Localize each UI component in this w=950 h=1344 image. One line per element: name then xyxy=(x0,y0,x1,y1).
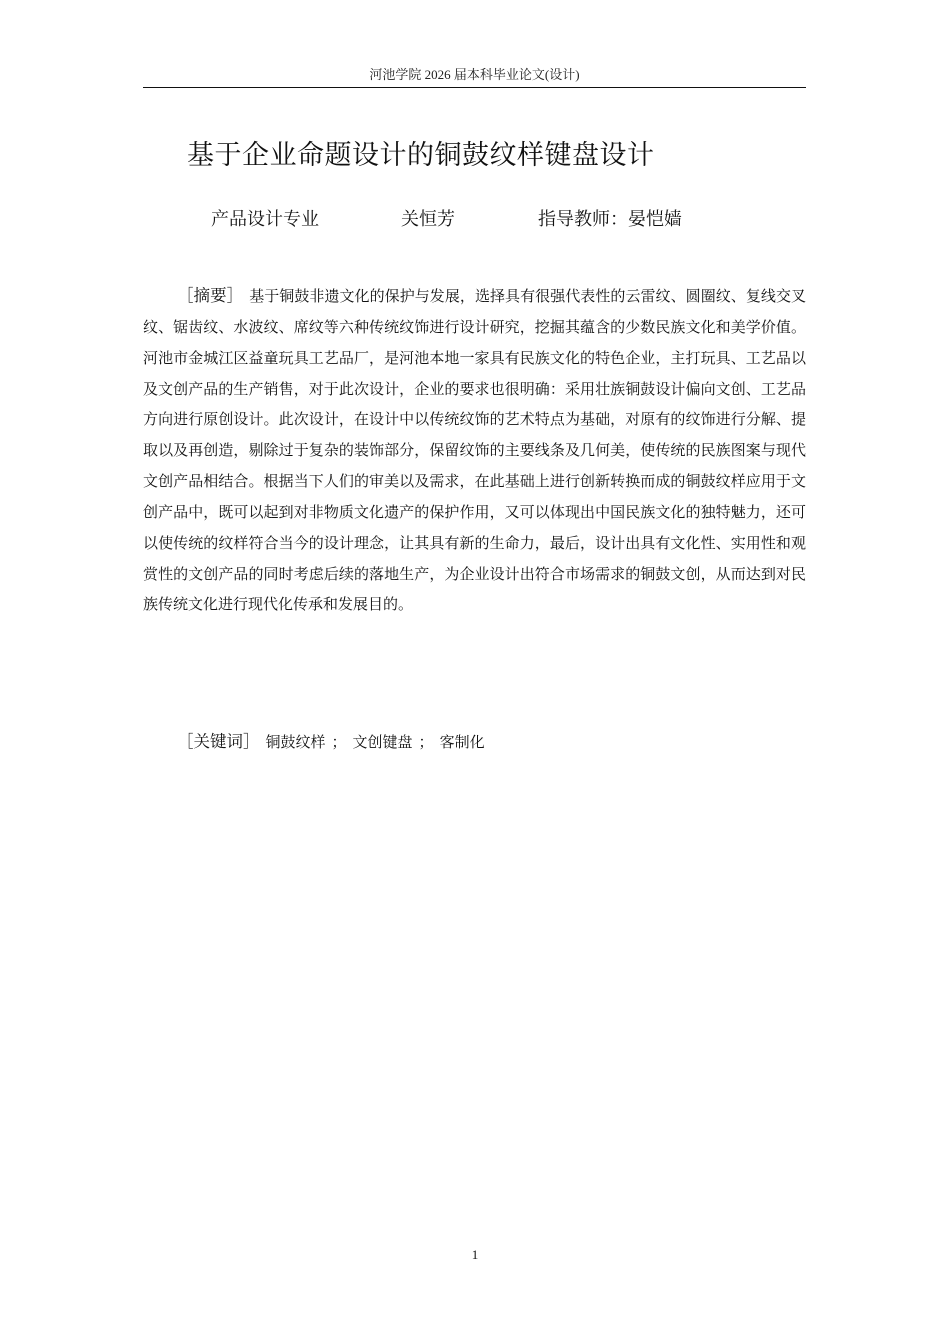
abstract-paragraph xyxy=(143,281,806,620)
author-name: 关恒芳 xyxy=(401,209,455,230)
keyword-item: 铜鼓纹样 xyxy=(265,733,326,751)
keywords-label: ［关键词］ xyxy=(177,732,260,751)
advisor-label: 指导教师：晏恺嫱 xyxy=(538,209,682,230)
keyword-separator: ； xyxy=(331,733,347,751)
keyword-item: 客制化 xyxy=(439,733,485,751)
major-label: 产品设计专业 xyxy=(211,209,319,230)
paper-title: 基于企业命题设计的铜鼓纹样键盘设计 xyxy=(187,140,655,171)
keyword-separator: ； xyxy=(418,733,434,751)
page-number: 1 xyxy=(471,1247,479,1262)
running-header: 河池学院 2026 届本科毕业论文(设计) xyxy=(369,67,580,82)
header-divider xyxy=(143,87,806,88)
abstract-label: ［摘要］ xyxy=(177,286,244,305)
abstract-text: 基于铜鼓非遗文化的保护与发展，选择具有很强代表性的云雷纹、圆圈纹、复线交叉纹、锯齿纹、水波纹、席纹等六种传统纹饰进行设计研究，挖掘其蕴含的少数民族文化和美学价值。河池市金城江区益童玩具工艺品厂，是河池本地一家具有民族文化的特色企业，主打玩具、工艺品以及文创产品的生产销售，对于此次设计，企业的要求也很明确：采用壮族铜鼓设计偏向文创、工艺品方向进行原创设计。此次设计，在设计中以传统纹饰的艺术特点为基础，对原有的纹饰进行分解、提取以及再创造，剔除过于复杂的装饰部分，保留纹饰的主要线条及几何美，使传统的民族图案与现代文创产品相结合。根据当下人们的审美以及需求，在此基础上进行创新转换而成的铜鼓纹样应用于文创产品中，既可以起到对非物质文化遗产的保护作用，又可以体现出中国民族文化的独特魅力，还可以使传统的纹样符合当今的设计理念，让其具有新的生命力，最后，设计出具有文化性、实用性和观赏性的文创产品的同时考虑后续的落地生产，为企业设计出符合市场需求的铜鼓文创，从而达到对民族传统文化进行现代化传承和发展目的。 xyxy=(143,287,806,614)
keywords-line xyxy=(177,727,485,757)
keyword-item: 文创键盘 xyxy=(352,733,413,751)
